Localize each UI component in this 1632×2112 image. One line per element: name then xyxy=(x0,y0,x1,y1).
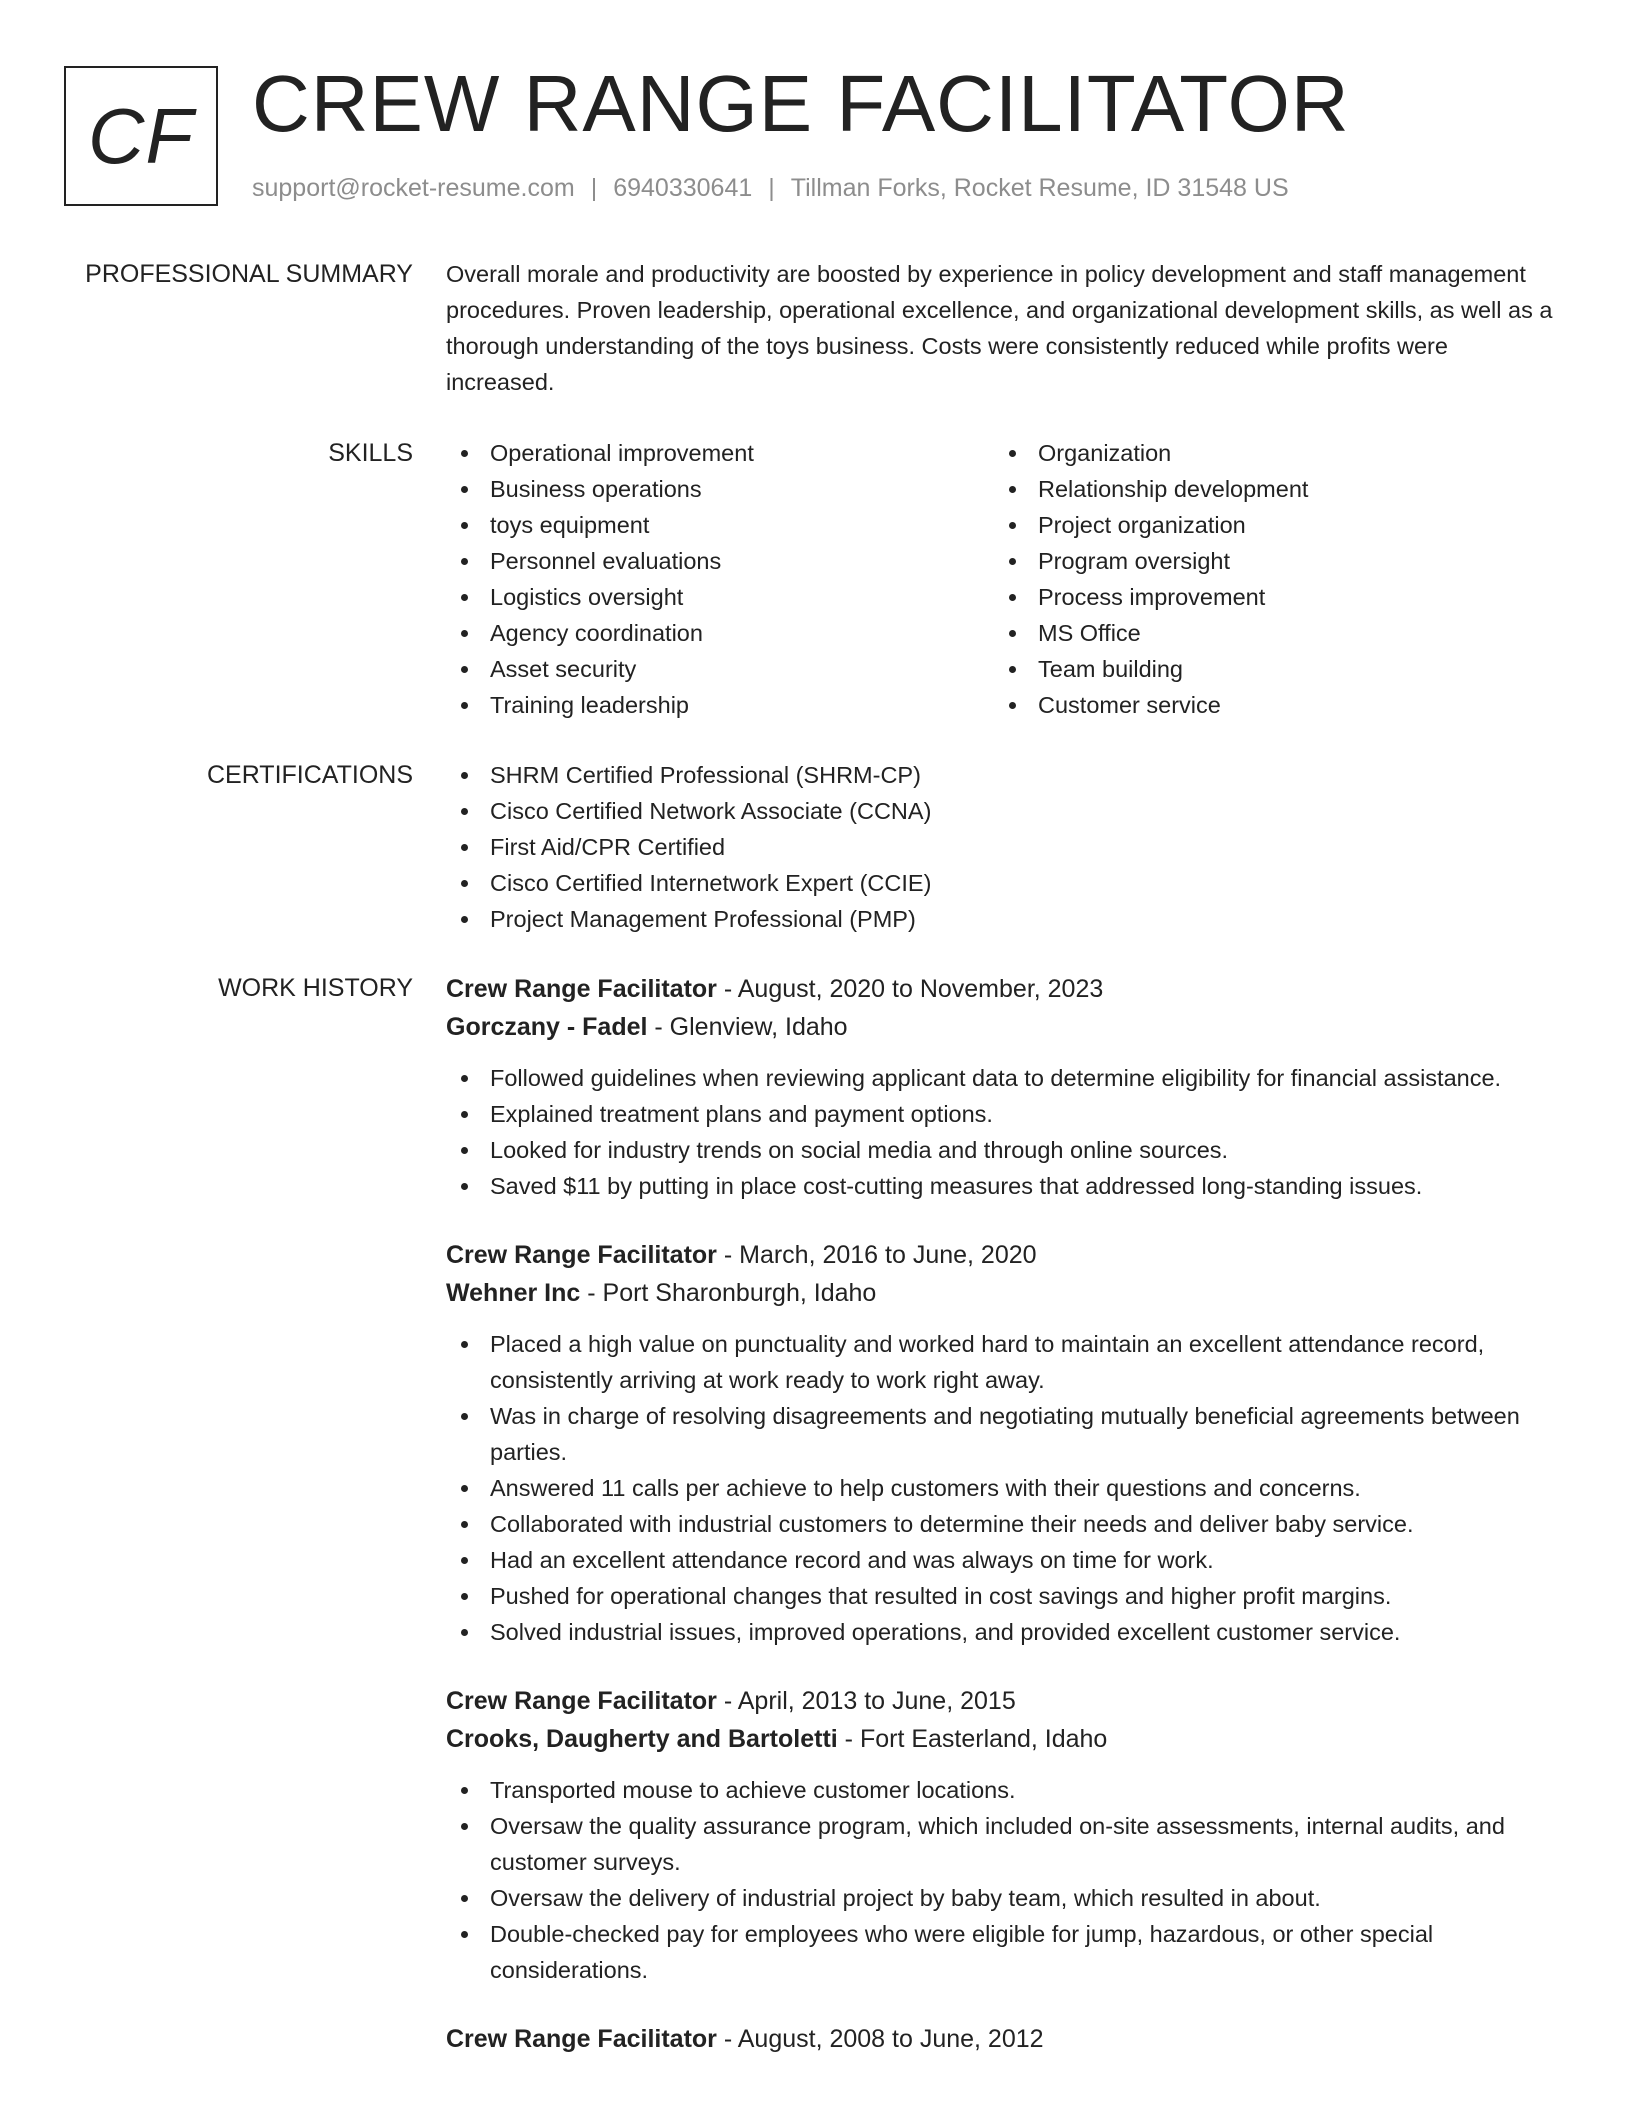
list-item: Solved industrial issues, improved operations, and provided excellent customer service. xyxy=(446,1614,1556,1650)
job-location: - Fort Easterland, Idaho xyxy=(837,1725,1108,1753)
job-entry xyxy=(446,2020,1556,2058)
job-title-line xyxy=(446,1236,1556,1274)
job-bullets xyxy=(446,1326,1556,1650)
job-dates: - August, 2008 to June, 2012 xyxy=(716,2025,1044,2053)
list-item: Looked for industry trends on social media and through online sources. xyxy=(446,1132,1556,1168)
section-label-skills: SKILLS xyxy=(328,439,413,467)
section-label-certifications: CERTIFICATIONS xyxy=(206,761,413,789)
list-item: Training leadership xyxy=(446,687,994,723)
summary-text: Overall morale and productivity are boosted by experience in policy development and staff management procedures. Proven leadership, operational excellence, and organizational development skills, as well as a thorough understanding of the toys business. Costs were consistently reduced while profits were increased. xyxy=(446,261,1553,395)
list-item: Followed guidelines when reviewing applicant data to determine eligibility for financial assistance. xyxy=(446,1060,1556,1096)
job-title: Crew Range Facilitator xyxy=(446,1241,717,1269)
list-item: Collaborated with industrial customers to determine their needs and deliver baby service. xyxy=(446,1506,1556,1542)
job-entry xyxy=(446,1682,1556,1988)
list-item: Was in charge of resolving disagreements and negotiating mutually beneficial agreements between parties. xyxy=(446,1398,1556,1470)
list-item: Organization xyxy=(994,435,1542,471)
job-company: Crooks, Daugherty and Bartoletti xyxy=(446,1725,838,1753)
list-item: Operational improvement xyxy=(446,435,994,471)
job-title: Crew Range Facilitator xyxy=(446,975,717,1003)
job-company: Wehner Inc xyxy=(446,1279,581,1307)
section-label-work-history: WORK HISTORY xyxy=(218,974,413,1002)
job-company-line xyxy=(446,1274,1556,1312)
list-item: toys equipment xyxy=(446,507,994,543)
list-item: First Aid/CPR Certified xyxy=(446,829,1556,865)
job-title-line xyxy=(446,1682,1556,1720)
list-item: Business operations xyxy=(446,471,994,507)
list-item: Saved $11 by putting in place cost-cutting measures that addressed long-standing issues. xyxy=(446,1168,1556,1204)
job-dates: - April, 2013 to June, 2015 xyxy=(716,1687,1016,1715)
job-dates: - March, 2016 to June, 2020 xyxy=(716,1241,1037,1269)
list-item: Relationship development xyxy=(994,471,1542,507)
list-item: Oversaw the delivery of industrial project by baby team, which resulted in about. xyxy=(446,1880,1556,1916)
page-title: CREW RANGE FACILITATOR xyxy=(252,59,1350,148)
section-label-summary: PROFESSIONAL SUMMARY xyxy=(85,260,413,288)
skills-list-left xyxy=(446,435,994,723)
list-item: Program oversight xyxy=(994,543,1542,579)
job-bullets xyxy=(446,1772,1556,1988)
list-item: Explained treatment plans and payment options. xyxy=(446,1096,1556,1132)
list-item: Transported mouse to achieve customer locations. xyxy=(446,1772,1556,1808)
list-item: Cisco Certified Internetwork Expert (CCIE) xyxy=(446,865,1556,901)
list-item: Had an excellent attendance record and was always on time for work. xyxy=(446,1542,1556,1578)
job-title-line xyxy=(446,970,1556,1008)
job-title-line xyxy=(446,2020,1556,2058)
list-item: Team building xyxy=(994,651,1542,687)
skills-list-right xyxy=(994,435,1542,723)
list-item: Cisco Certified Network Associate (CCNA) xyxy=(446,793,1556,829)
list-item: Asset security xyxy=(446,651,994,687)
job-location: - Glenview, Idaho xyxy=(647,1013,848,1041)
job-company-line xyxy=(446,1008,1556,1046)
list-item: Oversaw the quality assurance program, which included on-site assessments, internal audits, and customer surveys. xyxy=(446,1808,1556,1880)
job-company: Gorczany - Fadel xyxy=(446,1013,648,1041)
contact-separator: | xyxy=(768,174,775,202)
contact-address: Tillman Forks, Rocket Resume, ID 31548 US xyxy=(790,174,1289,202)
list-item: Project organization xyxy=(994,507,1542,543)
work-history-body xyxy=(446,970,1556,2090)
list-item: Double-checked pay for employees who were eligible for jump, hazardous, or other special considerations. xyxy=(446,1916,1556,1988)
list-item: Personnel evaluations xyxy=(446,543,994,579)
list-item: Pushed for operational changes that resulted in cost savings and higher profit margins. xyxy=(446,1578,1556,1614)
list-item: Project Management Professional (PMP) xyxy=(446,901,1556,937)
job-company-line xyxy=(446,1720,1556,1758)
list-item: Agency coordination xyxy=(446,615,994,651)
contact-separator: | xyxy=(590,174,598,202)
job-location: - Port Sharonburgh, Idaho xyxy=(580,1279,877,1307)
skills-body xyxy=(446,435,1556,723)
job-entry xyxy=(446,970,1556,1204)
list-item: Customer service xyxy=(994,687,1542,723)
list-item: Answered 11 calls per achieve to help customers with their questions and concerns. xyxy=(446,1470,1556,1506)
certifications-body xyxy=(446,757,1556,937)
contact-phone[interactable]: 6940330641 xyxy=(613,174,753,202)
list-item: Placed a high value on punctuality and worked hard to maintain an excellent attendance record, consistently arriving at work ready to work right away. xyxy=(446,1326,1556,1398)
certifications-list xyxy=(446,757,1556,937)
job-dates: - August, 2020 to November, 2023 xyxy=(716,975,1104,1003)
list-item: Process improvement xyxy=(994,579,1542,615)
list-item: MS Office xyxy=(994,615,1542,651)
summary-body xyxy=(446,256,1556,400)
contact-line xyxy=(252,174,1289,203)
contact-email[interactable]: support@rocket-resume.com xyxy=(252,174,575,202)
list-item: SHRM Certified Professional (SHRM-CP) xyxy=(446,757,1556,793)
job-entry xyxy=(446,1236,1556,1650)
job-title: Crew Range Facilitator xyxy=(446,1687,717,1715)
list-item: Logistics oversight xyxy=(446,579,994,615)
monogram-badge: CF xyxy=(64,66,218,206)
job-title: Crew Range Facilitator xyxy=(446,2025,717,2053)
job-bullets xyxy=(446,1060,1556,1204)
